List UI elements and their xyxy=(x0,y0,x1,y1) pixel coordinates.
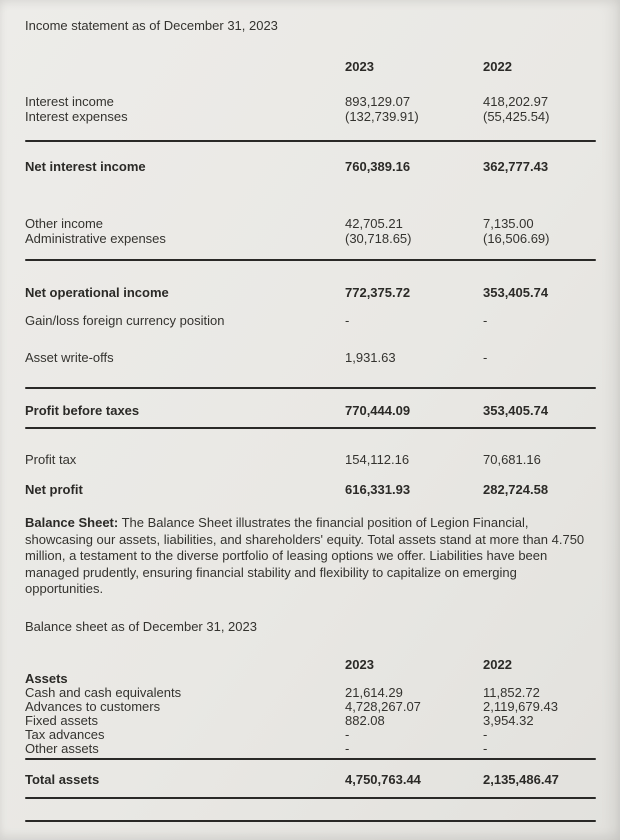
subtotal-row xyxy=(25,403,596,418)
spacer xyxy=(25,467,596,482)
subtotal-row xyxy=(25,285,596,300)
value-2022: 353,405.74 xyxy=(483,285,549,300)
value-2022 xyxy=(483,672,596,686)
spacer xyxy=(25,300,596,313)
row-label: Cash and cash equivalents xyxy=(25,684,182,700)
value-2022: - xyxy=(483,350,488,365)
column-header-2023: 2023 xyxy=(345,59,374,74)
income-statement-table xyxy=(25,59,596,497)
row-label: Administrative expenses xyxy=(25,231,166,246)
value-2022: 2,119,679.43 xyxy=(483,698,558,714)
value-2022: 362,777.43 xyxy=(483,159,549,174)
value-2023: 21,614.29 xyxy=(345,684,403,700)
value-2022: 7,135.00 xyxy=(483,216,534,231)
section-label: Assets xyxy=(25,670,68,686)
row-label: Other assets xyxy=(25,740,99,756)
value-2023: 882.08 xyxy=(345,712,385,728)
value-2023: - xyxy=(345,726,350,742)
column-header-row xyxy=(25,59,596,74)
spacer xyxy=(25,799,596,820)
row-label: Asset write-offs xyxy=(25,350,114,365)
value-2023: 893,129.07 xyxy=(345,94,411,109)
value-2022: 353,405.74 xyxy=(483,403,549,418)
value-2023: (132,739.91) xyxy=(345,109,419,124)
row-label: Interest expenses xyxy=(25,109,128,124)
value-2023: - xyxy=(345,740,350,756)
table-row xyxy=(25,231,596,246)
row-label: Fixed assets xyxy=(25,712,98,728)
table-row xyxy=(25,350,596,365)
subtotal-row xyxy=(25,773,596,787)
spacer xyxy=(25,328,596,350)
balance-sheet-paragraph xyxy=(25,515,597,598)
subtotal-row xyxy=(25,482,596,497)
row-label xyxy=(25,59,345,74)
value-2022: 3,954.32 xyxy=(483,712,534,728)
row-label: Total assets xyxy=(25,771,100,787)
row-label: Gain/loss foreign currency position xyxy=(25,313,225,328)
row-label: Net operational income xyxy=(25,285,169,300)
row-label: Tax advances xyxy=(25,726,105,742)
spacer xyxy=(25,261,596,285)
value-2022: 282,724.58 xyxy=(483,482,549,497)
balance-sheet-title: Balance sheet as of December 31, 2023 xyxy=(25,618,257,634)
value-2023: 760,389.16 xyxy=(345,159,411,174)
table-row xyxy=(25,742,596,756)
value-2023 xyxy=(345,672,483,686)
value-2023: 616,331.93 xyxy=(345,482,411,497)
table-row xyxy=(25,700,596,714)
value-2023: - xyxy=(345,313,350,328)
spacer xyxy=(25,74,596,94)
spacer xyxy=(25,174,596,216)
horizontal-rule xyxy=(25,820,596,822)
value-2022: - xyxy=(483,726,488,742)
table-row xyxy=(25,109,596,124)
column-header-2023: 2023 xyxy=(345,656,374,672)
row-label: Net profit xyxy=(25,482,83,497)
spacer xyxy=(25,389,596,403)
paragraph-body: The Balance Sheet illustrates the financial position of Legion Financial, showcasing our assets, liabilities, and shareholders' equity. Total assets stand at more than 4.750 million, a testament to the diverse portfolio of leasing options we offer. Liabilities have been managed prudently, ensuring financial stability and flexibility to capitalize on emerging opportunities. xyxy=(25,515,585,596)
value-2022: (55,425.54) xyxy=(483,109,550,124)
value-2022: - xyxy=(483,740,488,756)
column-header-2022: 2022 xyxy=(483,656,512,672)
row-label: Other income xyxy=(25,216,104,231)
row-label xyxy=(25,658,345,672)
value-2022: (16,506.69) xyxy=(483,231,550,246)
row-label: Net interest income xyxy=(25,159,146,174)
value-2022: 2,135,486.47 xyxy=(483,771,559,787)
row-label: Profit before taxes xyxy=(25,403,140,418)
value-2023: (30,718.65) xyxy=(345,231,412,246)
balance-sheet-table xyxy=(25,658,596,822)
spacer xyxy=(25,142,596,159)
row-label: Profit tax xyxy=(25,452,77,467)
paragraph-lead: Balance Sheet: xyxy=(25,515,119,530)
spacer xyxy=(25,760,596,773)
value-2023: 770,444.09 xyxy=(345,403,411,418)
table-row xyxy=(25,216,596,231)
value-2022: 11,852.72 xyxy=(483,684,540,700)
value-2023: 4,728,267.07 xyxy=(345,698,421,714)
value-2022: - xyxy=(483,313,488,328)
value-2023: 42,705.21 xyxy=(345,216,403,231)
column-header-row xyxy=(25,658,596,672)
spacer xyxy=(25,429,596,452)
table-row xyxy=(25,728,596,742)
row-label: Interest income xyxy=(25,94,114,109)
table-row xyxy=(25,313,596,328)
value-2023: 772,375.72 xyxy=(345,285,411,300)
value-2023: 1,931.63 xyxy=(345,350,396,365)
value-2023: 154,112.16 xyxy=(345,452,410,467)
value-2022: 70,681.16 xyxy=(483,452,541,467)
table-row xyxy=(25,452,596,467)
value-2022: 418,202.97 xyxy=(483,94,549,109)
value-2023: 4,750,763.44 xyxy=(345,771,421,787)
section-label-row xyxy=(25,672,596,686)
income-statement-title: Income statement as of December 31, 2023 xyxy=(25,18,278,33)
table-row xyxy=(25,94,596,109)
table-row xyxy=(25,686,596,700)
subtotal-row xyxy=(25,159,596,174)
row-label: Advances to customers xyxy=(25,698,161,714)
column-header-2022: 2022 xyxy=(483,59,512,74)
table-row xyxy=(25,714,596,728)
